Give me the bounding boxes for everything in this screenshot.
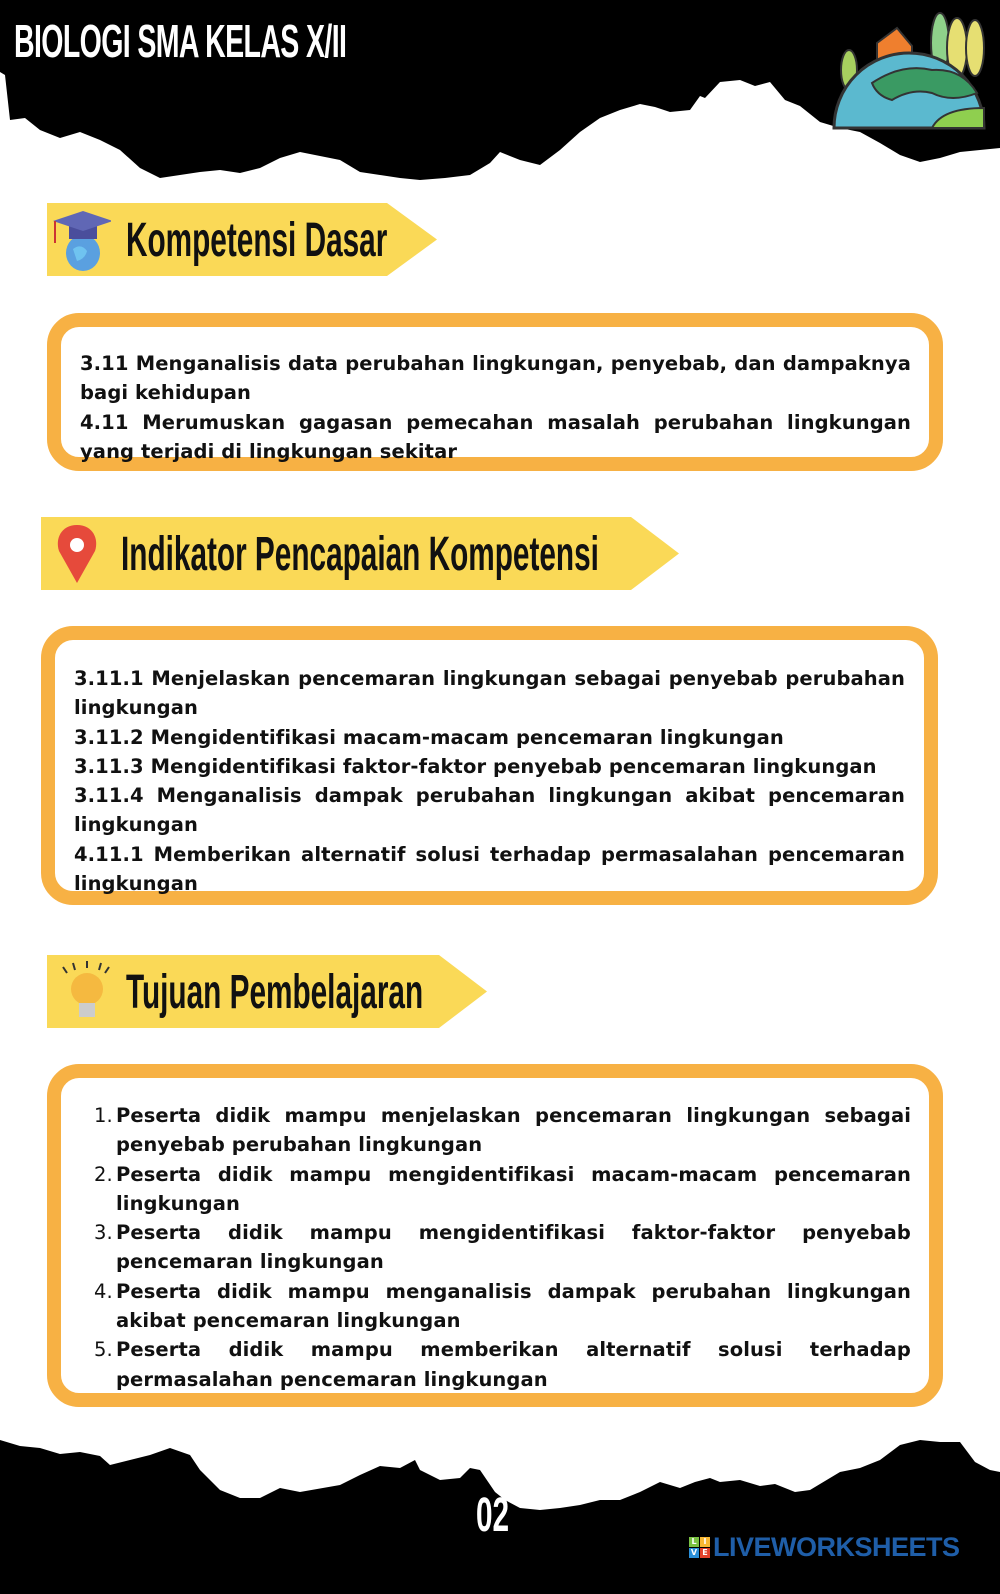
tujuan-item: 5. Peserta didik mampu memberikan alternatif solusi terhadap permasalahan pencemaran lingkungan [94,1338,911,1391]
banner-arrow [631,517,679,590]
lightbulb-icon [51,961,111,1023]
tujuan-item: 1. Peserta didik mampu menjelaskan pencemaran lingkungan sebagai penyebab perubahan lingkungan [94,1104,911,1157]
section-title: Kompetensi Dasar [126,214,388,267]
document-title: BIOLOGI SMA KELAS X/II [14,15,347,67]
tujuan-item: 4. Peserta didik mampu menganalisis dampak perubahan lingkungan akibat pencemaran lingkungan [94,1279,911,1333]
tujuan-box [47,1064,943,1407]
liveworksheets-logo [689,1532,960,1563]
indikator-item: 4.11.1 Memberikan alternatif solusi terhadap permasalahan pencemaran lingkungan [74,842,905,896]
tujuan-item: 2. Peserta didik mampu mengidentifikasi macam-macam pencemaran lingkungan [94,1162,911,1215]
kd-item: 3.11 Menganalisis data perubahan lingkungan, penyebab, dan dampaknya bagi kehidupan [80,352,911,405]
brand-text: LIVEWORKSHEETS [713,1532,960,1562]
graduation-globe-icon [51,209,111,271]
indikator-item: 3.11.2 Mengidentifikasi macam-macam pencemaran lingkungan [74,725,784,749]
page-number: 02 [476,1489,510,1542]
section-title: Indikator Pencapaian Kompetensi [121,528,599,581]
live-squares-icon: L I V E [689,1537,710,1558]
kd-item: 4.11 Merumuskan gagasan pemecahan masalah perubahan lingkungan yang terjadi di lingkungan sekitar [80,410,911,463]
earth-house-illustration-icon [832,8,987,130]
section-banner-kompetensi-dasar [47,203,387,276]
indikator-item: 3.11.3 Mengidentifikasi faktor-faktor penyebab pencemaran lingkungan [74,754,877,778]
banner-arrow [439,955,487,1028]
indikator-item: 3.11.1 Menjelaskan pencemaran lingkungan sebagai penyebab perubahan lingkungan [74,667,905,720]
section-title: Tujuan Pembelajaran [126,966,424,1019]
section-banner-tujuan [47,955,439,1028]
tujuan-item: 3. Peserta didik mampu mengidentifikasi faktor-faktor penyebab pencemaran lingkungan [94,1221,911,1274]
indikator-item: 3.11.4 Menganalisis dampak perubahan lingkungan akibat pencemaran lingkungan [74,784,905,837]
section-banner-indikator [41,517,631,590]
kompetensi-dasar-box [47,313,943,471]
indikator-box [41,626,938,905]
map-pin-icon [45,523,105,585]
banner-arrow [387,203,437,276]
